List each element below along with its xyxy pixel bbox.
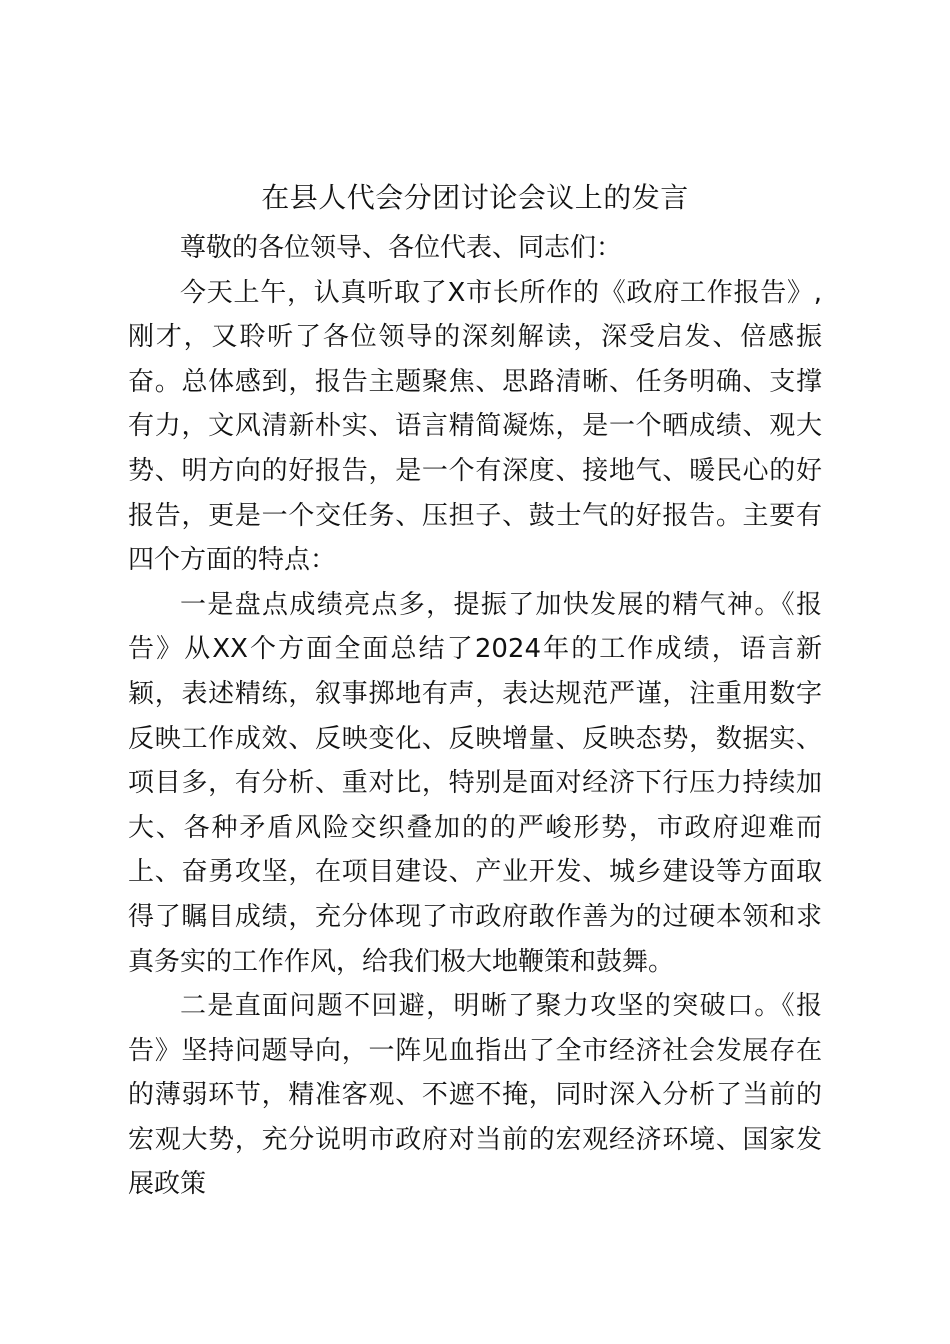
paragraph-point-two: 二是直面问题不回避，明晰了聚力攻坚的突破口。《报告》坚持问题导向，一阵见血指出了全市经济社会发展存在的薄弱环节，精准客观、不遮不掩，同时深入分析了当前的宏观大势，充分说明市政府对当前的宏观经济环境、国家发展政策 — [128, 991, 822, 1200]
document-body — [128, 226, 822, 1207]
paragraph-point-one: 一是盘点成绩亮点多，提振了加快发展的精气神。《报告》从XX个方面全面总结了2024年的工作成绩，语言新颖，表述精练，叙事掷地有声，表达规范严谨，注重用数字反映工作成效、反映变化、反映增量、反映态势，数据实、项目多，有分析、重对比，特别是面对经济下行压力持续加大、各种矛盾风险交织叠加的的严峻形势，市政府迎难而上、奋勇攻坚，在项目建设、产业开发、城乡建设等方面取得了瞩目成绩，充分体现了市政府敢作善为的过硬本领和求真务实的工作作风，给我们极大地鞭策和鼓舞。 — [128, 589, 822, 977]
document-title: 在县人代会分团讨论会议上的发言 — [261, 181, 689, 214]
paragraph-intro: 今天上午，认真听取了X市长所作的《政府工作报告》,刚才，又聆听了各位领导的深刻解读，深受启发、倍感振奋。总体感到，报告主题聚焦、思路清晰、任务明确、支撑有力，文风清新朴实、语言精简凝炼，是一个晒成绩、观大势、明方向的好报告，是一个有深度、接地气、暖民心的好报告，更是一个交任务、压担子、鼓士气的好报告。主要有四个方面的特点： — [128, 277, 822, 576]
salutation: 尊敬的各位领导、各位代表、同志们： — [180, 233, 623, 263]
